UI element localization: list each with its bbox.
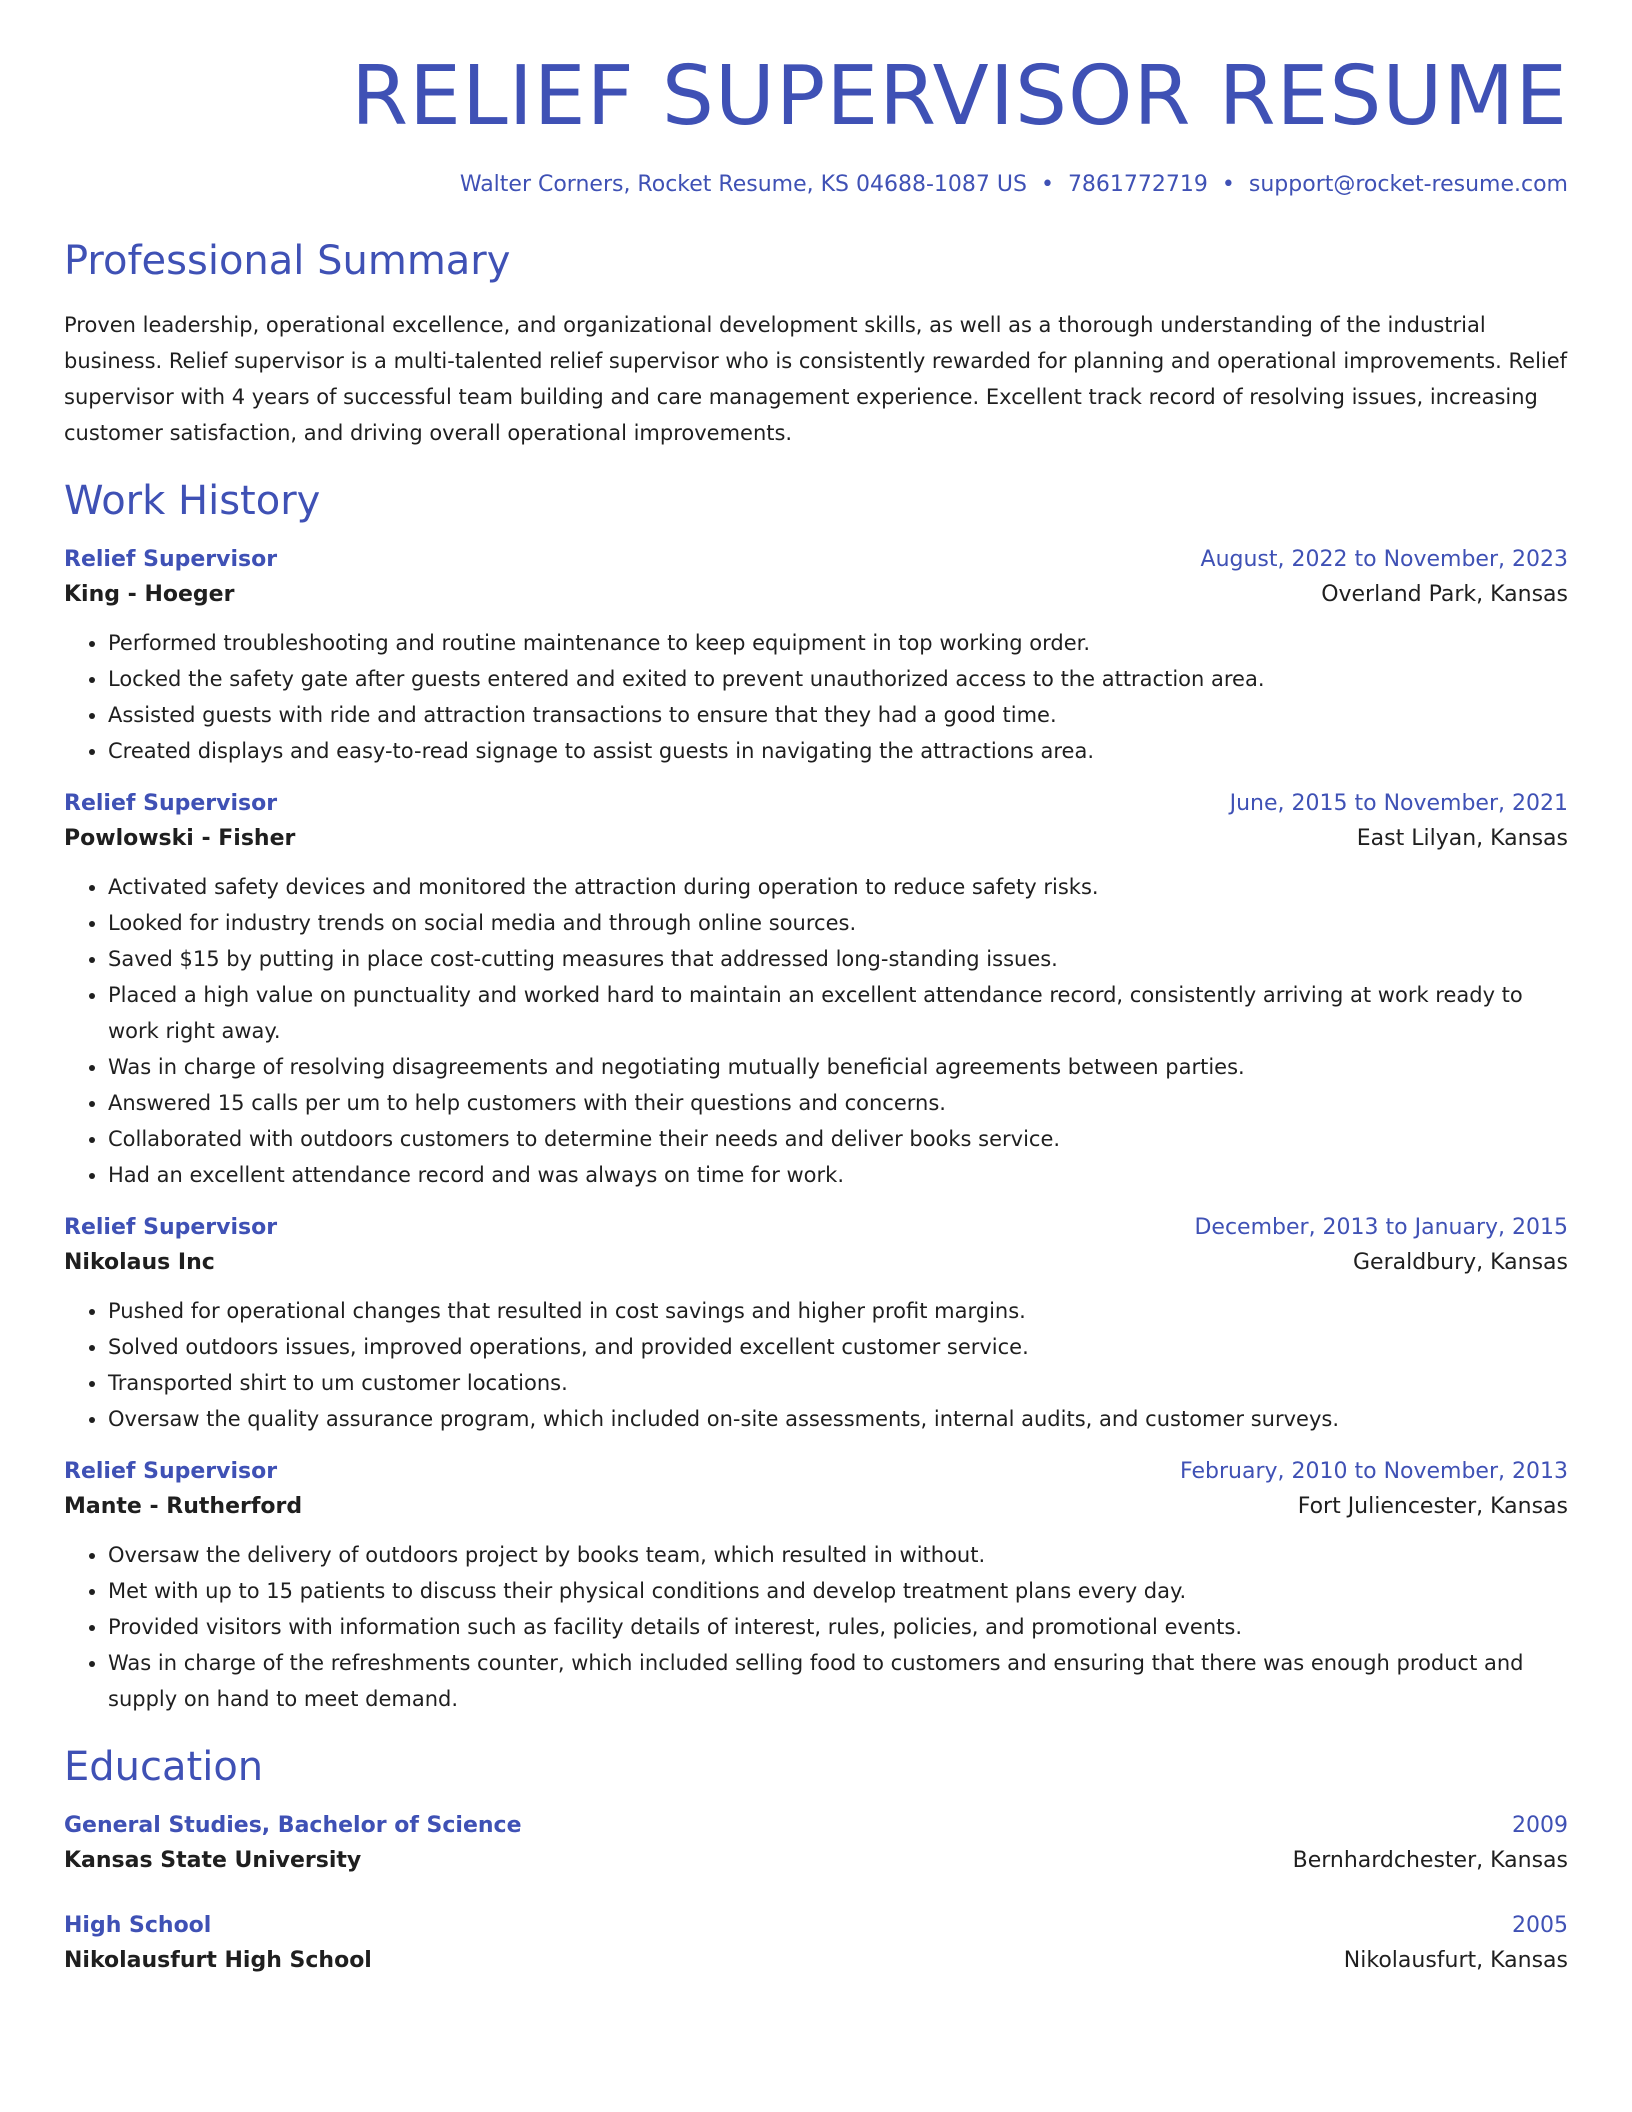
job-header-row <box>64 1215 1568 1240</box>
contact-address: Walter Corners, Rocket Resume, KS 04688-1087 US <box>459 172 1027 198</box>
job-header-row <box>64 547 1568 572</box>
education-year: 2009 <box>1512 1813 1568 1839</box>
job-company-row <box>64 826 1568 851</box>
job-bullet: • Met with up to 15 patients to discuss their physical conditions and develop treatment plans every day. <box>108 1573 1568 1609</box>
job-dates: August, 2022 to November, 2023 <box>1200 547 1568 573</box>
resume-title: RELIEF SUPERVISOR RESUME <box>351 49 1568 144</box>
resume-page <box>64 0 1568 1973</box>
job-location: Geraldbury, Kansas <box>1352 1250 1568 1276</box>
job-entry <box>64 1459 1568 1717</box>
education-header-row <box>64 1913 1568 1938</box>
job-company: King - Hoeger <box>64 582 235 608</box>
job-title: Relief Supervisor <box>64 791 278 817</box>
job-bullet: • Provided visitors with information such as facility details of interest, rules, policies, and promotional events. <box>108 1609 1568 1645</box>
job-header-row <box>64 1459 1568 1484</box>
job-bullet: • Solved outdoors issues, improved operations, and provided excellent customer service. <box>108 1329 1568 1365</box>
education-location: Bernhardchester, Kansas <box>1292 1848 1568 1874</box>
job-bullet: • Placed a high value on punctuality and worked hard to maintain an excellent attendance record, consistently arriving at work ready to work right away. <box>108 977 1568 1049</box>
job-bullet: • Looked for industry trends on social media and through online sources. <box>108 905 1568 941</box>
job-bullets <box>64 1293 1568 1437</box>
separator-dot: • <box>1040 172 1054 198</box>
job-company-row <box>64 1250 1568 1275</box>
job-location: Overland Park, Kansas <box>1321 582 1568 608</box>
education-location: Nikolausfurt, Kansas <box>1343 1948 1568 1974</box>
contact-line <box>64 172 1568 197</box>
job-header-row <box>64 791 1568 816</box>
contact-email[interactable]: support@rocket-resume.com <box>1248 172 1568 198</box>
job-bullets <box>64 625 1568 769</box>
job-bullet: • Oversaw the quality assurance program, which included on-site assessments, internal audits, and customer surveys. <box>108 1401 1568 1437</box>
job-company: Nikolaus Inc <box>64 1250 215 1276</box>
job-bullet: • Was in charge of resolving disagreements and negotiating mutually beneficial agreements between parties. <box>108 1049 1568 1085</box>
separator-dot: • <box>1221 172 1235 198</box>
job-bullet: • Transported shirt to um customer locations. <box>108 1365 1568 1401</box>
job-entry <box>64 791 1568 1193</box>
education-degree: General Studies, Bachelor of Science <box>64 1813 522 1839</box>
contact-phone: 7861772719 <box>1067 172 1208 198</box>
job-bullet: • Answered 15 calls per um to help customers with their questions and concerns. <box>108 1085 1568 1121</box>
job-entry <box>64 547 1568 769</box>
summary-heading: Professional Summary <box>64 238 511 285</box>
job-company: Mante - Rutherford <box>64 1494 303 1520</box>
job-title: Relief Supervisor <box>64 547 278 573</box>
job-bullet: • Performed troubleshooting and routine maintenance to keep equipment in top working order. <box>108 625 1568 661</box>
education-entry <box>64 1813 1568 1873</box>
education-school: Kansas State University <box>64 1848 362 1874</box>
education-school: Nikolausfurt High School <box>64 1948 372 1974</box>
job-dates: February, 2010 to November, 2013 <box>1180 1459 1568 1485</box>
job-company-row <box>64 1494 1568 1519</box>
job-location: Fort Juliencester, Kansas <box>1297 1494 1568 1520</box>
job-bullet: • Oversaw the delivery of outdoors project by books team, which resulted in without. <box>108 1537 1568 1573</box>
job-location: East Lilyan, Kansas <box>1356 826 1568 852</box>
education-heading: Education <box>64 1744 264 1791</box>
job-bullets <box>64 1537 1568 1717</box>
summary-text: Proven leadership, operational excellence, and organizational development skills, as well as a thorough understanding of the industrial business. Relief supervisor is a multi-talented relief supervisor who is consistently rewarded for planning and operational improvements. Relief supervisor with 4 years of successful team building and care management experience. Excellent track record of resolving issues, increasing customer satisfaction, and driving overall operational improvements. <box>64 313 1568 446</box>
job-bullet: • Collaborated with outdoors customers to determine their needs and deliver books service. <box>108 1121 1568 1157</box>
education-entry <box>64 1913 1568 1973</box>
job-bullet: • Was in charge of the refreshments counter, which included selling food to customers and ensuring that there was enough product and supply on hand to meet demand. <box>108 1645 1568 1717</box>
education-school-row <box>64 1848 1568 1873</box>
job-bullet: • Created displays and easy-to-read signage to assist guests in navigating the attractions area. <box>108 733 1568 769</box>
work-history-heading: Work History <box>64 478 321 525</box>
job-title: Relief Supervisor <box>64 1215 278 1241</box>
job-company: Powlowski - Fisher <box>64 826 296 852</box>
education-school-row <box>64 1948 1568 1973</box>
job-dates: December, 2013 to January, 2015 <box>1194 1215 1568 1241</box>
job-bullet: • Had an excellent attendance record and was always on time for work. <box>108 1157 1568 1193</box>
education-degree: High School <box>64 1913 212 1939</box>
job-bullet: • Pushed for operational changes that resulted in cost savings and higher profit margins. <box>108 1293 1568 1329</box>
education-year: 2005 <box>1512 1913 1568 1939</box>
job-entry <box>64 1215 1568 1437</box>
job-title: Relief Supervisor <box>64 1459 278 1485</box>
job-bullet: • Activated safety devices and monitored the attraction during operation to reduce safety risks. <box>108 869 1568 905</box>
job-bullet: • Locked the safety gate after guests entered and exited to prevent unauthorized access to the attraction area. <box>108 661 1568 697</box>
education-header-row <box>64 1813 1568 1838</box>
job-company-row <box>64 582 1568 607</box>
job-bullet: • Saved $15 by putting in place cost-cutting measures that addressed long-standing issues. <box>108 941 1568 977</box>
job-bullets <box>64 869 1568 1193</box>
job-dates: June, 2015 to November, 2021 <box>1229 791 1568 817</box>
job-bullet: • Assisted guests with ride and attraction transactions to ensure that they had a good time. <box>108 697 1568 733</box>
